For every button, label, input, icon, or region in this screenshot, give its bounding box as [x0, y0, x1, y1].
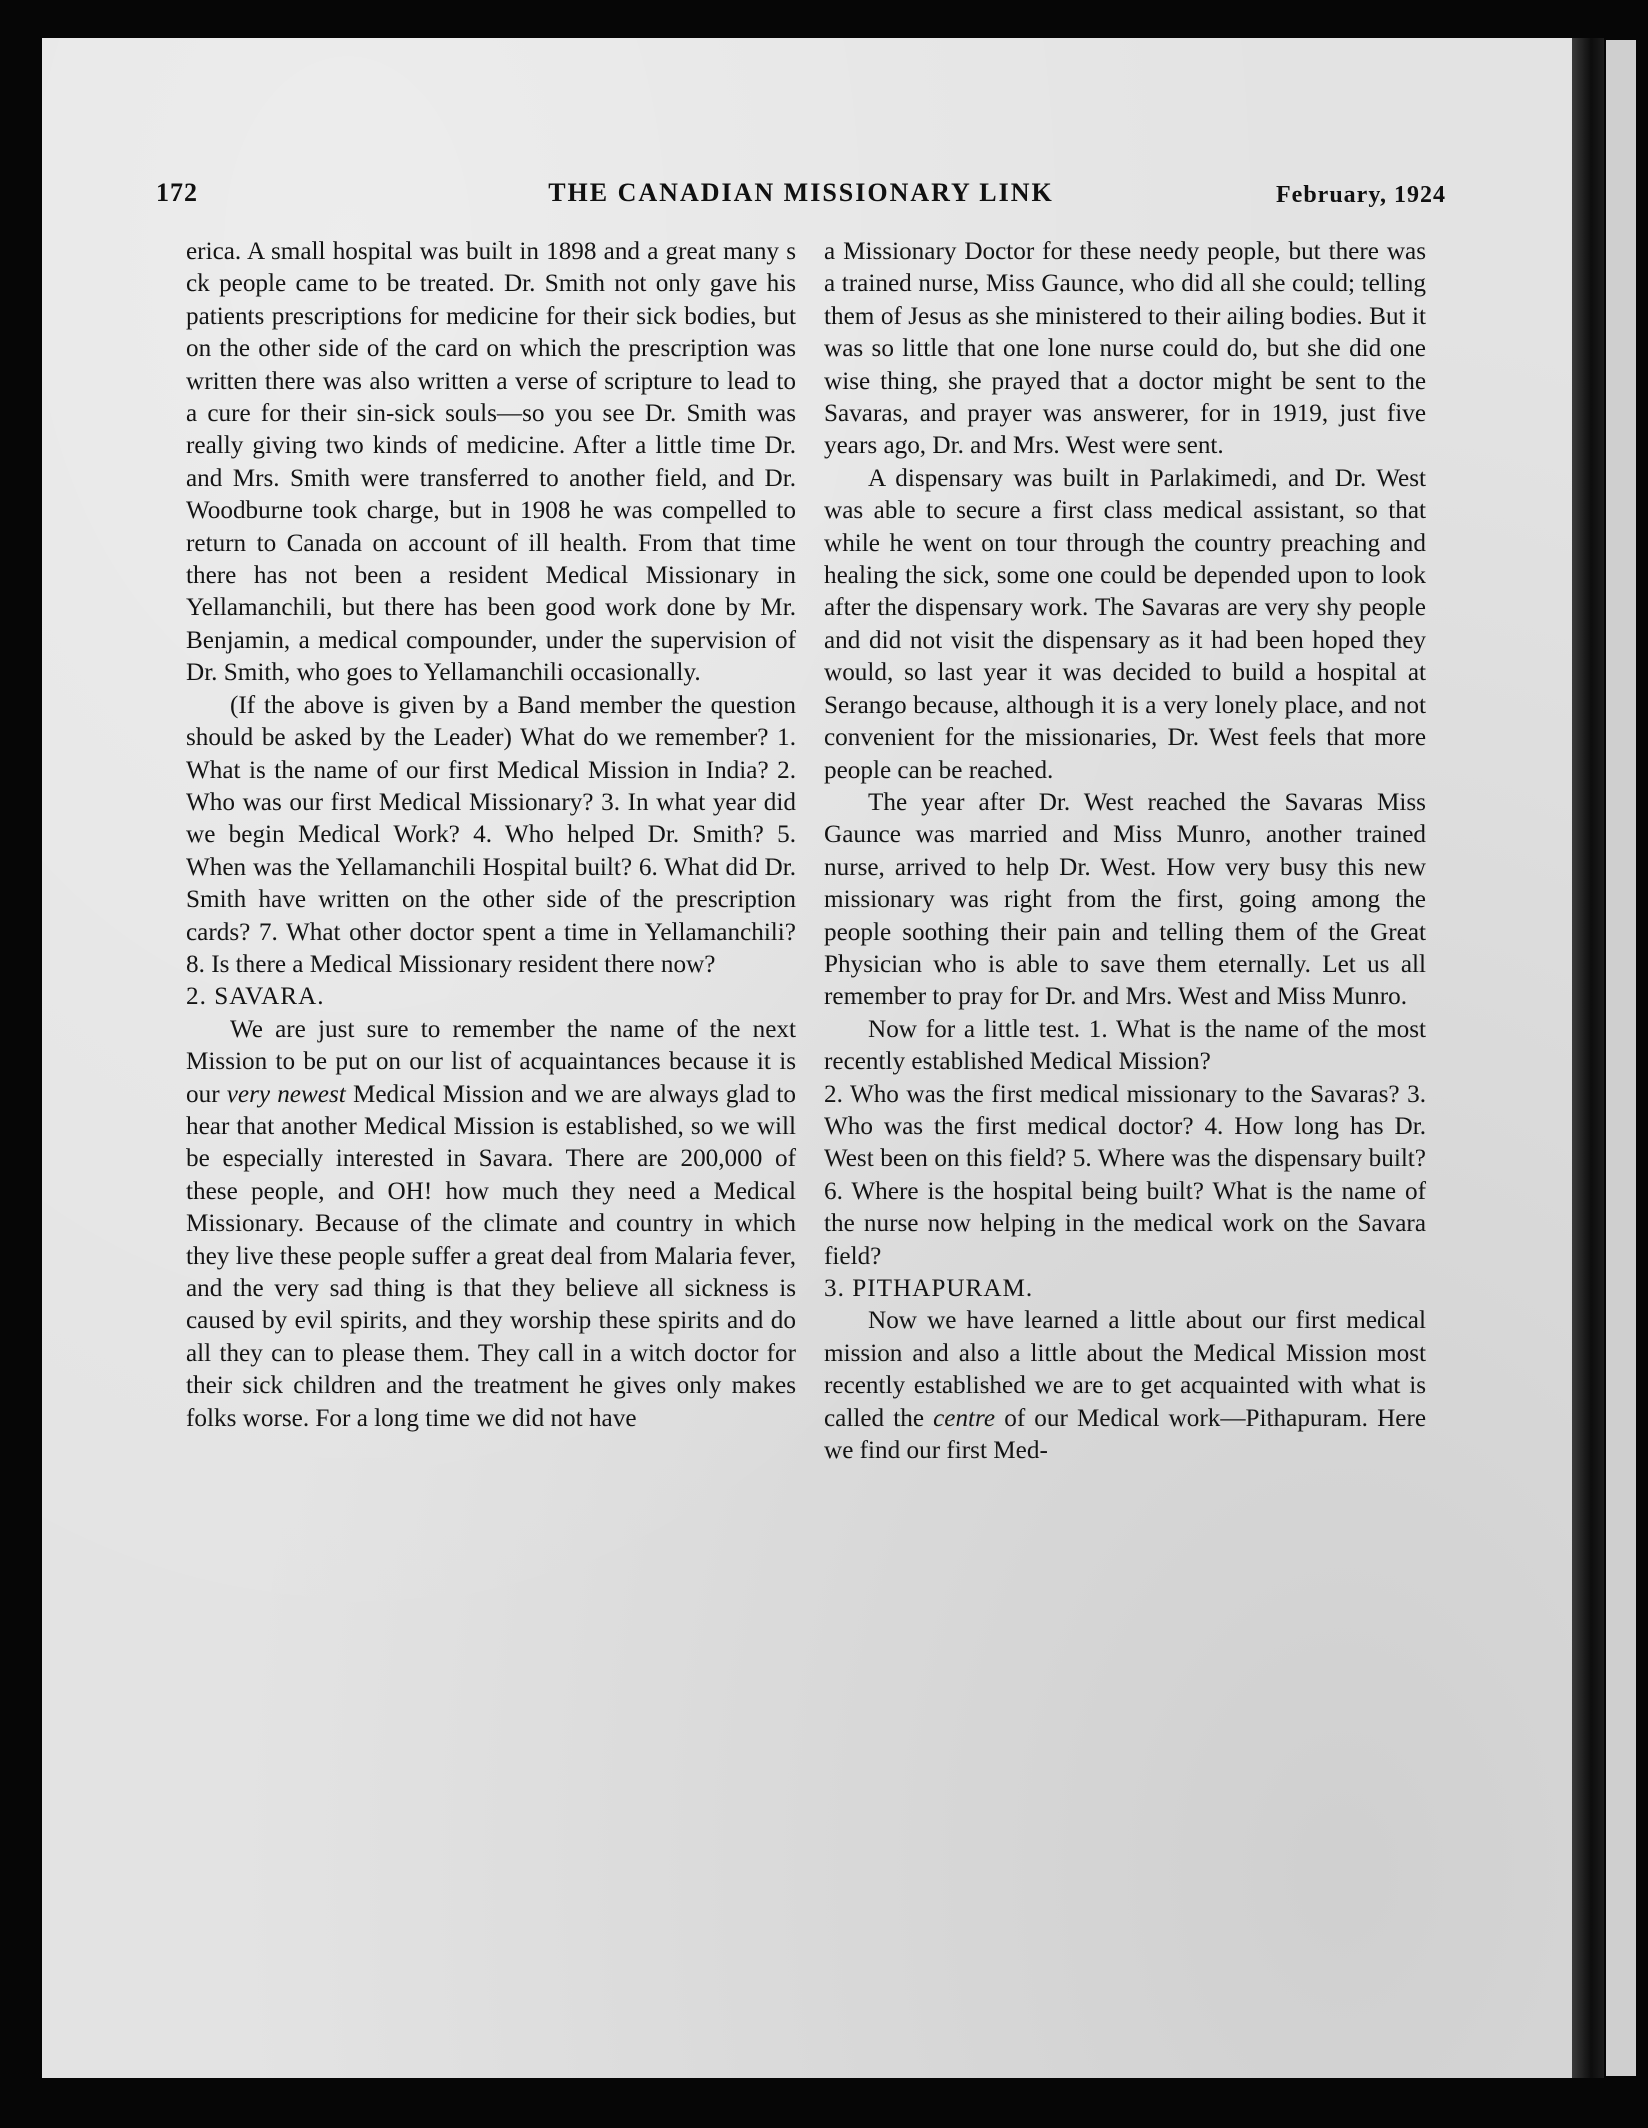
text-run: Medical Mission and we are always glad to hear that another Medical Mission is established, so we will be especially interested in Savara. There are 200,000 of these people, and OH! how much they need a Medical Missionary. Because of the climate and country in which they live these people suffer a great deal from Malaria fever, and the very sad thing is that they believe all sickness is caused by evil spirits, and they worship these spirits and do all they can to please them. They call in a witch doctor for their sick children and the treatment he gives only makes folks worse. For a long time we did not have — [186, 1080, 797, 1432]
paragraph: erica. A small hospital was built in 1898 and a great many s ck people came to be treated. Dr. Smith not only gave his patients prescriptions for medicine for their sick bodies, but on the other side of the card on which the prescription was written there was also written a verse of scripture to lead to a cure for their sin-sick souls—so you see Dr. Smith was really giving two kinds of medicine. After a little time Dr. and Mrs. Smith were transferred to another field, and Dr. Woodburne took charge, but in 1908 he was compelled to return to Canada on account of ill health. From that time there has not been a resident Medical Missionary in Yellamanchili, but there has been good work done by Mr. Benjamin, a medical compounder, under the supervision of Dr. Smith, who goes to Yellamanchili occasionally. — [186, 238, 796, 687]
page-gutter-shadow — [1572, 38, 1604, 2078]
paragraph — [824, 1305, 1426, 1467]
left-column — [186, 236, 796, 1435]
page-number: 172 — [156, 178, 198, 207]
page-header — [156, 178, 1446, 222]
issue-date: February, 1924 — [1276, 182, 1446, 208]
emphasis-text: very newest — [226, 1080, 346, 1108]
paragraph: (If the above is given by a Band member the question should be asked by the Leader) What do we remember? 1. What is the name of our first Medical Mission in India? 2. Who was our first Medical Missionary? 3. In what year did we begin Medical Work? 4. Who helped Dr. Smith? 5. When was the Yellamanchili Hospital built? 6. What did Dr. Smith have written on the other side of the prescription cards? 7. What other doctor spent a time in Yellamanchili? 8. Is there a Medical Missionary resident there now? — [186, 691, 796, 978]
facing-page-edge — [1606, 40, 1636, 2076]
text-run: of our Medical work—Pithapuram. Here we find our first Med- — [824, 1404, 1427, 1465]
emphasis-text: centre — [933, 1404, 996, 1432]
paragraph — [186, 1014, 796, 1435]
paragraph: The year after Dr. West reached the Savaras Miss Gaunce was married and Miss Munro, another trained nurse, arrived to help Dr. West. How very busy this new missionary was right from the first, going among the people soothing their pain and telling them of the Great Physician who is able to save them eternally. Let us all remember to pray for Dr. and Mrs. West and Miss Munro. — [824, 788, 1426, 1011]
section-heading: 2. SAVARA. — [186, 983, 325, 1011]
paragraph: a Missionary Doctor for these needy people, but there was a trained nurse, Miss Gaunce, who did all she could; telling them of Jesus as she ministered to their ailing bodies. But it was so little that one lone nurse could do, but she did one wise thing, she prayed that a doctor might be sent to the Savaras, and prayer was answerer, for in 1919, just five years ago, Dr. and Mrs. West were sent. — [824, 238, 1426, 460]
text-run: Now we have learned a little about our first medical mission and also a little about the Medical Mission most recently established we are to get acquainted with what is called the — [824, 1307, 1426, 1432]
paragraph: A dispensary was built in Parlakimedi, and Dr. West was able to secure a first class medical assistant, so that while he went on tour through the country preaching and healing the sick, some one could be depended upon to look after the dispensary work. The Savaras are very shy people and did not visit the dispensary as it had been hoped they would, so last year it was decided to build a hospital at Serango because, although it is a very lonely place, and not convenient for the missionaries, Dr. West feels that more people can be reached. — [824, 464, 1426, 784]
journal-title: THE CANADIAN MISSIONARY LINK — [548, 178, 1054, 207]
right-column — [824, 236, 1426, 1467]
section-heading: 3. PITHAPURAM. — [824, 1275, 1034, 1302]
text-run: We are just sure to remember the name of the next Mission to be put on our list of acquaintances because it is our — [186, 1015, 796, 1108]
paragraph: Now for a little test. 1. What is the name of the most recently established Medical Mission? — [824, 1015, 1426, 1076]
paragraph: 2. Who was the first medical missionary to the Savaras? 3. Who was the first medical doctor? 4. How long has Dr. West been on this field? 5. Where was the dispensary built? 6. Where is the hospital being built? What is the name of the nurse now helping in the medical work on the Savara field? — [824, 1080, 1426, 1270]
